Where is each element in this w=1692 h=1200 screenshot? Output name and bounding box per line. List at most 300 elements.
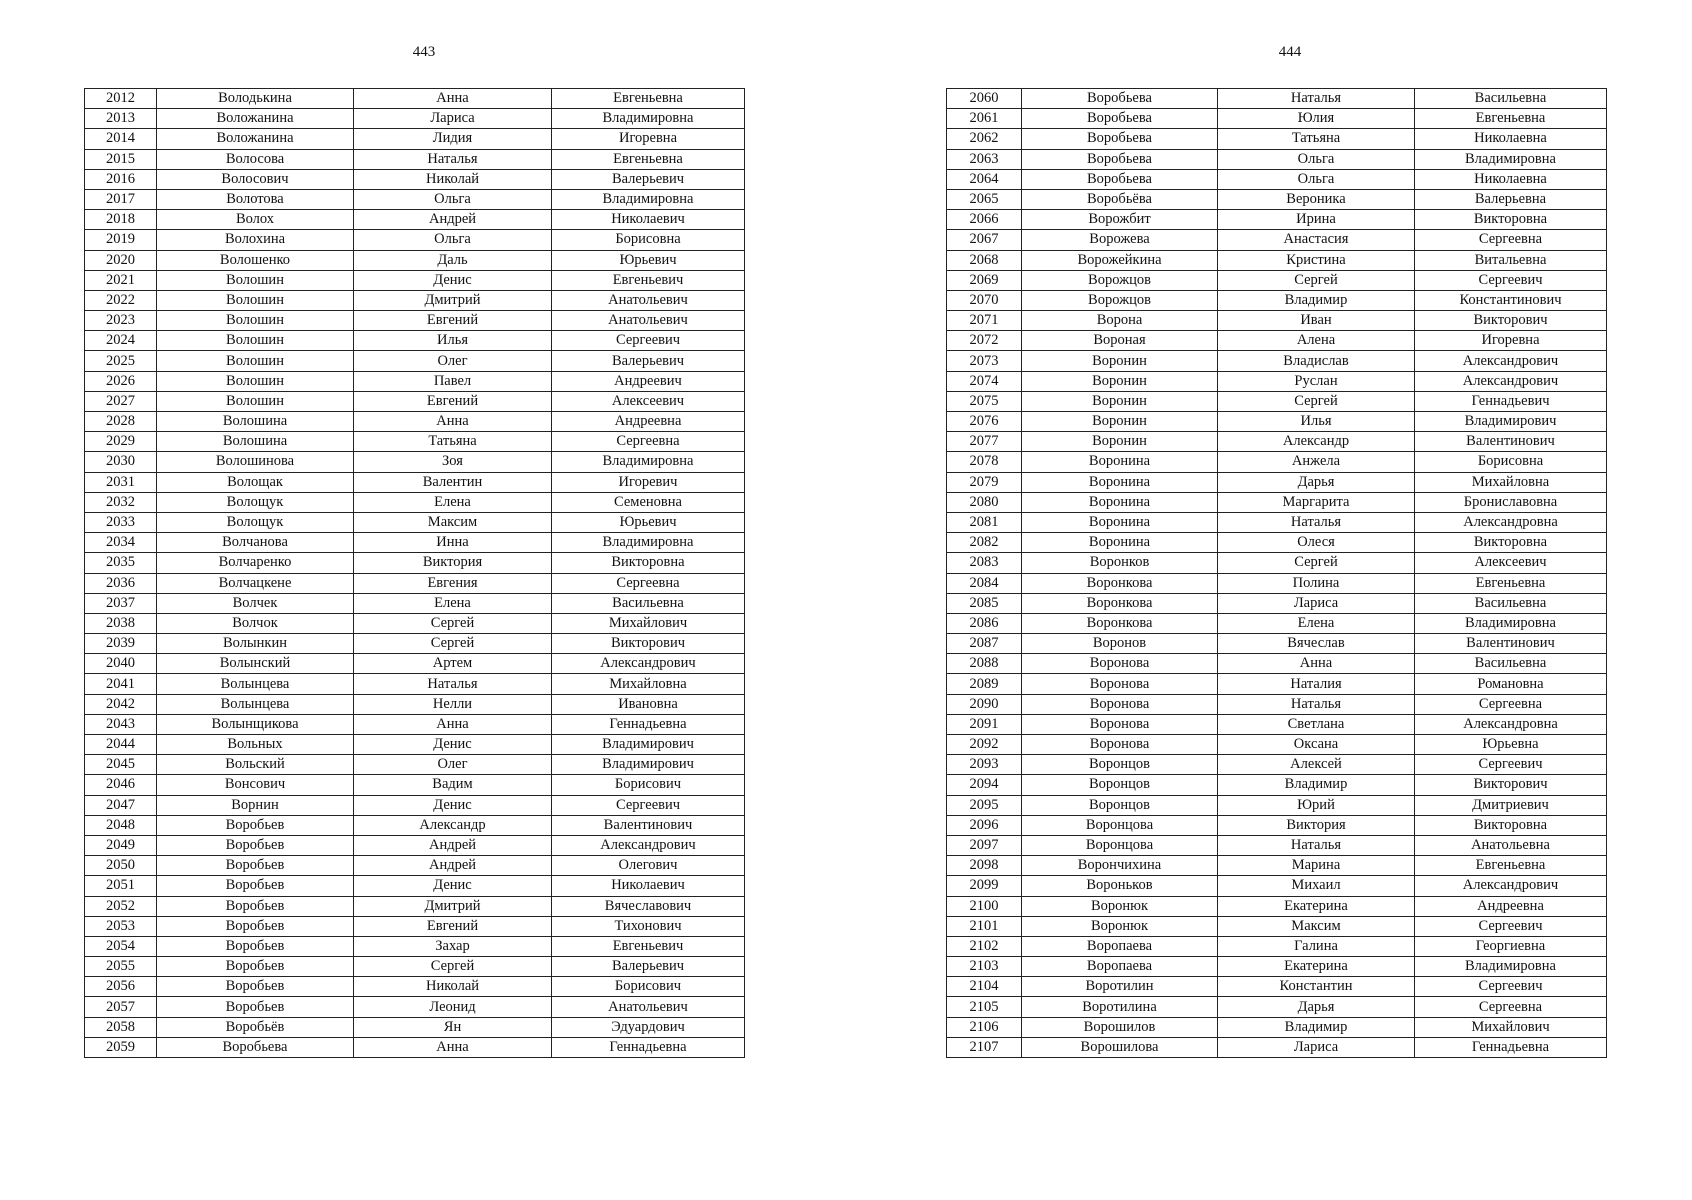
record-number-cell: 2024 <box>85 331 157 351</box>
record-number-cell: 2094 <box>947 775 1022 795</box>
table-row <box>947 957 1607 977</box>
first-name-cell: Зоя <box>354 452 552 472</box>
table-row <box>85 89 745 109</box>
surname-cell: Воронин <box>1022 351 1218 371</box>
surname-cell: Воронюк <box>1022 916 1218 936</box>
surname-cell: Вольский <box>157 755 354 775</box>
patronymic-cell: Михайловна <box>1415 472 1607 492</box>
table-row <box>947 654 1607 674</box>
table-row <box>85 613 745 633</box>
table-row <box>85 432 745 452</box>
patronymic-cell: Сергеевич <box>1415 916 1607 936</box>
surname-cell: Воротилина <box>1022 997 1218 1017</box>
surname-cell: Ворошилов <box>1022 1017 1218 1037</box>
patronymic-cell: Витальевна <box>1415 250 1607 270</box>
surname-cell: Воронина <box>1022 492 1218 512</box>
table-row <box>85 876 745 896</box>
record-number-cell: 2081 <box>947 512 1022 532</box>
first-name-cell: Кристина <box>1218 250 1415 270</box>
surname-cell: Волошин <box>157 290 354 310</box>
table-row <box>85 694 745 714</box>
record-number-cell: 2055 <box>85 957 157 977</box>
record-number-cell: 2044 <box>85 735 157 755</box>
table-row <box>947 129 1607 149</box>
patronymic-cell: Брониславовна <box>1415 492 1607 512</box>
record-number-cell: 2066 <box>947 210 1022 230</box>
table-row <box>947 755 1607 775</box>
record-number-cell: 2036 <box>85 573 157 593</box>
table-row <box>85 533 745 553</box>
table-row <box>85 351 745 371</box>
record-number-cell: 2065 <box>947 189 1022 209</box>
first-name-cell: Елена <box>354 492 552 512</box>
first-name-cell: Елена <box>354 593 552 613</box>
first-name-cell: Вадим <box>354 775 552 795</box>
table-row <box>947 916 1607 936</box>
first-name-cell: Владимир <box>1218 1017 1415 1037</box>
table-row <box>947 230 1607 250</box>
surname-cell: Ворнин <box>157 795 354 815</box>
first-name-cell: Евгений <box>354 916 552 936</box>
record-number-cell: 2097 <box>947 835 1022 855</box>
table-row <box>85 129 745 149</box>
first-name-cell: Анастасия <box>1218 230 1415 250</box>
table-row <box>85 1037 745 1057</box>
first-name-cell: Лариса <box>1218 1037 1415 1057</box>
surname-cell: Ворожева <box>1022 230 1218 250</box>
patronymic-cell: Борисовна <box>552 230 745 250</box>
first-name-cell: Сергей <box>354 957 552 977</box>
table-row <box>85 512 745 532</box>
record-number-cell: 2048 <box>85 815 157 835</box>
patronymic-cell: Андреевич <box>552 371 745 391</box>
table-row <box>947 351 1607 371</box>
first-name-cell: Дарья <box>1218 472 1415 492</box>
table-row <box>947 553 1607 573</box>
patronymic-cell: Владимирович <box>1415 412 1607 432</box>
table-row <box>85 472 745 492</box>
record-number-cell: 2013 <box>85 109 157 129</box>
record-number-cell: 2034 <box>85 533 157 553</box>
patronymic-cell: Сергеевич <box>1415 977 1607 997</box>
first-name-cell: Денис <box>354 270 552 290</box>
surname-cell: Воробьев <box>157 876 354 896</box>
record-number-cell: 2014 <box>85 129 157 149</box>
record-number-cell: 2033 <box>85 512 157 532</box>
record-number-cell: 2028 <box>85 412 157 432</box>
record-number-cell: 2078 <box>947 452 1022 472</box>
first-name-cell: Андрей <box>354 856 552 876</box>
record-number-cell: 2022 <box>85 290 157 310</box>
registry-table-right <box>946 88 1607 1058</box>
surname-cell: Володькина <box>157 89 354 109</box>
first-name-cell: Сергей <box>1218 391 1415 411</box>
surname-cell: Волчанова <box>157 533 354 553</box>
patronymic-cell: Александрович <box>1415 876 1607 896</box>
patronymic-cell: Николаевна <box>1415 129 1607 149</box>
record-number-cell: 2091 <box>947 714 1022 734</box>
table-row <box>947 674 1607 694</box>
first-name-cell: Дмитрий <box>354 290 552 310</box>
record-number-cell: 2077 <box>947 432 1022 452</box>
first-name-cell: Максим <box>1218 916 1415 936</box>
table-row <box>85 634 745 654</box>
first-name-cell: Ольга <box>1218 149 1415 169</box>
table-row <box>947 169 1607 189</box>
first-name-cell: Марина <box>1218 856 1415 876</box>
surname-cell: Волошин <box>157 311 354 331</box>
surname-cell: Воронина <box>1022 533 1218 553</box>
patronymic-cell: Николаевич <box>552 210 745 230</box>
patronymic-cell: Викторовна <box>1415 815 1607 835</box>
patronymic-cell: Геннадьевна <box>552 1037 745 1057</box>
table-row <box>85 1017 745 1037</box>
surname-cell: Воронкова <box>1022 613 1218 633</box>
record-number-cell: 2069 <box>947 270 1022 290</box>
record-number-cell: 2105 <box>947 997 1022 1017</box>
patronymic-cell: Юрьевич <box>552 512 745 532</box>
table-row <box>947 492 1607 512</box>
first-name-cell: Наталья <box>1218 835 1415 855</box>
patronymic-cell: Игоревна <box>552 129 745 149</box>
surname-cell: Волынщикова <box>157 714 354 734</box>
first-name-cell: Наталья <box>354 674 552 694</box>
record-number-cell: 2035 <box>85 553 157 573</box>
first-name-cell: Леонид <box>354 997 552 1017</box>
table-row <box>947 613 1607 633</box>
patronymic-cell: Александрович <box>1415 351 1607 371</box>
patronymic-cell: Анатольевич <box>552 290 745 310</box>
record-number-cell: 2083 <box>947 553 1022 573</box>
table-row <box>947 735 1607 755</box>
first-name-cell: Дарья <box>1218 997 1415 1017</box>
surname-cell: Воронин <box>1022 412 1218 432</box>
registry-table-body <box>947 89 1607 1058</box>
record-number-cell: 2052 <box>85 896 157 916</box>
surname-cell: Воронкова <box>1022 573 1218 593</box>
surname-cell: Волошина <box>157 412 354 432</box>
patronymic-cell: Евгеньевна <box>552 89 745 109</box>
record-number-cell: 2093 <box>947 755 1022 775</box>
patronymic-cell: Ивановна <box>552 694 745 714</box>
patronymic-cell: Викторовна <box>552 553 745 573</box>
record-number-cell: 2101 <box>947 916 1022 936</box>
record-number-cell: 2104 <box>947 977 1022 997</box>
surname-cell: Воложанина <box>157 109 354 129</box>
first-name-cell: Наталья <box>354 149 552 169</box>
surname-cell: Волынцева <box>157 694 354 714</box>
surname-cell: Волосович <box>157 169 354 189</box>
patronymic-cell: Тихонович <box>552 916 745 936</box>
patronymic-cell: Игоревна <box>1415 331 1607 351</box>
surname-cell: Волошина <box>157 432 354 452</box>
record-number-cell: 2050 <box>85 856 157 876</box>
first-name-cell: Наталья <box>1218 89 1415 109</box>
first-name-cell: Сергей <box>1218 553 1415 573</box>
table-row <box>85 856 745 876</box>
table-row <box>947 1037 1607 1057</box>
record-number-cell: 2080 <box>947 492 1022 512</box>
record-number-cell: 2019 <box>85 230 157 250</box>
surname-cell: Воронцов <box>1022 775 1218 795</box>
table-row <box>947 189 1607 209</box>
table-row <box>947 512 1607 532</box>
patronymic-cell: Михайловна <box>552 674 745 694</box>
table-row <box>947 815 1607 835</box>
surname-cell: Воропаева <box>1022 957 1218 977</box>
first-name-cell: Евгений <box>354 391 552 411</box>
patronymic-cell: Викторович <box>552 634 745 654</box>
surname-cell: Ворона <box>1022 311 1218 331</box>
patronymic-cell: Дмитриевич <box>1415 795 1607 815</box>
table-row <box>85 189 745 209</box>
patronymic-cell: Викторович <box>1415 775 1607 795</box>
record-number-cell: 2089 <box>947 674 1022 694</box>
patronymic-cell: Андреевна <box>1415 896 1607 916</box>
surname-cell: Воробьев <box>157 977 354 997</box>
first-name-cell: Виктория <box>1218 815 1415 835</box>
record-number-cell: 2051 <box>85 876 157 896</box>
first-name-cell: Александр <box>1218 432 1415 452</box>
patronymic-cell: Владимировна <box>1415 149 1607 169</box>
table-row <box>85 896 745 916</box>
patronymic-cell: Евгеньевич <box>552 270 745 290</box>
record-number-cell: 2084 <box>947 573 1022 593</box>
record-number-cell: 2060 <box>947 89 1022 109</box>
patronymic-cell: Владимировна <box>552 533 745 553</box>
patronymic-cell: Владимирович <box>552 735 745 755</box>
record-number-cell: 2040 <box>85 654 157 674</box>
record-number-cell: 2027 <box>85 391 157 411</box>
table-row <box>947 856 1607 876</box>
table-row <box>85 149 745 169</box>
first-name-cell: Светлана <box>1218 714 1415 734</box>
first-name-cell: Вячеслав <box>1218 634 1415 654</box>
table-row <box>85 371 745 391</box>
record-number-cell: 2092 <box>947 735 1022 755</box>
first-name-cell: Захар <box>354 936 552 956</box>
surname-cell: Волчаренко <box>157 553 354 573</box>
surname-cell: Ворожцов <box>1022 270 1218 290</box>
surname-cell: Воронина <box>1022 472 1218 492</box>
surname-cell: Воложанина <box>157 129 354 149</box>
table-row <box>947 714 1607 734</box>
surname-cell: Воронцов <box>1022 795 1218 815</box>
patronymic-cell: Юрьевна <box>1415 735 1607 755</box>
record-number-cell: 2087 <box>947 634 1022 654</box>
surname-cell: Воробьев <box>157 815 354 835</box>
surname-cell: Воронова <box>1022 654 1218 674</box>
patronymic-cell: Евгеньевна <box>1415 573 1607 593</box>
patronymic-cell: Сергеевич <box>552 795 745 815</box>
surname-cell: Волчацкене <box>157 573 354 593</box>
table-row <box>947 109 1607 129</box>
first-name-cell: Галина <box>1218 936 1415 956</box>
table-row <box>947 997 1607 1017</box>
surname-cell: Воробьев <box>157 936 354 956</box>
surname-cell: Воробьева <box>1022 169 1218 189</box>
record-number-cell: 2098 <box>947 856 1022 876</box>
surname-cell: Волошин <box>157 351 354 371</box>
record-number-cell: 2043 <box>85 714 157 734</box>
record-number-cell: 2074 <box>947 371 1022 391</box>
table-row <box>85 977 745 997</box>
surname-cell: Воробьёва <box>1022 189 1218 209</box>
first-name-cell: Николай <box>354 169 552 189</box>
table-row <box>85 997 745 1017</box>
table-row <box>947 472 1607 492</box>
table-row <box>85 250 745 270</box>
patronymic-cell: Сергеевна <box>1415 997 1607 1017</box>
surname-cell: Воробьев <box>157 835 354 855</box>
surname-cell: Воробьева <box>1022 89 1218 109</box>
registry-table-body <box>85 89 745 1058</box>
surname-cell: Воробьева <box>1022 109 1218 129</box>
first-name-cell: Олег <box>354 755 552 775</box>
table-row <box>85 230 745 250</box>
first-name-cell: Анна <box>1218 654 1415 674</box>
patronymic-cell: Борисович <box>552 977 745 997</box>
record-number-cell: 2026 <box>85 371 157 391</box>
table-row <box>85 654 745 674</box>
patronymic-cell: Борисовна <box>1415 452 1607 472</box>
record-number-cell: 2012 <box>85 89 157 109</box>
first-name-cell: Сергей <box>354 634 552 654</box>
patronymic-cell: Вячеславович <box>552 896 745 916</box>
record-number-cell: 2082 <box>947 533 1022 553</box>
table-row <box>85 311 745 331</box>
surname-cell: Волынцева <box>157 674 354 694</box>
patronymic-cell: Алексеевич <box>1415 553 1607 573</box>
patronymic-cell: Валентинович <box>552 815 745 835</box>
table-row <box>85 775 745 795</box>
table-row <box>85 573 745 593</box>
patronymic-cell: Викторович <box>1415 311 1607 331</box>
first-name-cell: Дмитрий <box>354 896 552 916</box>
table-row <box>947 290 1607 310</box>
surname-cell: Воротилин <box>1022 977 1218 997</box>
record-number-cell: 2021 <box>85 270 157 290</box>
table-row <box>85 290 745 310</box>
first-name-cell: Алена <box>1218 331 1415 351</box>
patronymic-cell: Валерьевич <box>552 957 745 977</box>
table-row <box>85 936 745 956</box>
patronymic-cell: Владимировна <box>1415 957 1607 977</box>
surname-cell: Ворошилова <box>1022 1037 1218 1057</box>
surname-cell: Волошенко <box>157 250 354 270</box>
record-number-cell: 2015 <box>85 149 157 169</box>
first-name-cell: Оксана <box>1218 735 1415 755</box>
record-number-cell: 2037 <box>85 593 157 613</box>
table-row <box>947 250 1607 270</box>
patronymic-cell: Романовна <box>1415 674 1607 694</box>
first-name-cell: Даль <box>354 250 552 270</box>
patronymic-cell: Владимировна <box>552 109 745 129</box>
surname-cell: Волошин <box>157 391 354 411</box>
patronymic-cell: Александрович <box>552 835 745 855</box>
patronymic-cell: Эдуардович <box>552 1017 745 1037</box>
first-name-cell: Татьяна <box>354 432 552 452</box>
record-number-cell: 2042 <box>85 694 157 714</box>
record-number-cell: 2057 <box>85 997 157 1017</box>
record-number-cell: 2071 <box>947 311 1022 331</box>
first-name-cell: Денис <box>354 735 552 755</box>
table-row <box>947 89 1607 109</box>
first-name-cell: Денис <box>354 876 552 896</box>
first-name-cell: Анжела <box>1218 452 1415 472</box>
patronymic-cell: Анатольевна <box>1415 835 1607 855</box>
surname-cell: Воронков <box>1022 553 1218 573</box>
table-row <box>947 412 1607 432</box>
surname-cell: Воронюк <box>1022 896 1218 916</box>
record-number-cell: 2088 <box>947 654 1022 674</box>
first-name-cell: Руслан <box>1218 371 1415 391</box>
table-row <box>85 169 745 189</box>
first-name-cell: Олеся <box>1218 533 1415 553</box>
first-name-cell: Ян <box>354 1017 552 1037</box>
record-number-cell: 2025 <box>85 351 157 371</box>
first-name-cell: Денис <box>354 795 552 815</box>
first-name-cell: Анна <box>354 714 552 734</box>
first-name-cell: Ирина <box>1218 210 1415 230</box>
first-name-cell: Наталия <box>1218 674 1415 694</box>
patronymic-cell: Константинович <box>1415 290 1607 310</box>
patronymic-cell: Александрович <box>1415 371 1607 391</box>
first-name-cell: Валентин <box>354 472 552 492</box>
first-name-cell: Лидия <box>354 129 552 149</box>
surname-cell: Воронина <box>1022 452 1218 472</box>
patronymic-cell: Владимирович <box>552 755 745 775</box>
patronymic-cell: Викторовна <box>1415 533 1607 553</box>
patronymic-cell: Валентинович <box>1415 634 1607 654</box>
first-name-cell: Илья <box>354 331 552 351</box>
first-name-cell: Ольга <box>1218 169 1415 189</box>
table-row <box>947 977 1607 997</box>
patronymic-cell: Михайлович <box>552 613 745 633</box>
first-name-cell: Андрей <box>354 210 552 230</box>
surname-cell: Воробьева <box>1022 149 1218 169</box>
record-number-cell: 2064 <box>947 169 1022 189</box>
surname-cell: Вороньков <box>1022 876 1218 896</box>
first-name-cell: Вероника <box>1218 189 1415 209</box>
surname-cell: Волох <box>157 210 354 230</box>
first-name-cell: Анна <box>354 1037 552 1057</box>
first-name-cell: Артем <box>354 654 552 674</box>
patronymic-cell: Михайлович <box>1415 1017 1607 1037</box>
surname-cell: Вороная <box>1022 331 1218 351</box>
table-row <box>85 916 745 936</box>
surname-cell: Волчок <box>157 613 354 633</box>
surname-cell: Воронцова <box>1022 835 1218 855</box>
surname-cell: Воронова <box>1022 674 1218 694</box>
surname-cell: Воронина <box>1022 512 1218 532</box>
record-number-cell: 2017 <box>85 189 157 209</box>
first-name-cell: Анна <box>354 412 552 432</box>
surname-cell: Воробьева <box>1022 129 1218 149</box>
surname-cell: Волохина <box>157 230 354 250</box>
surname-cell: Волынский <box>157 654 354 674</box>
record-number-cell: 2047 <box>85 795 157 815</box>
patronymic-cell: Александровна <box>1415 512 1607 532</box>
first-name-cell: Екатерина <box>1218 957 1415 977</box>
record-number-cell: 2049 <box>85 835 157 855</box>
patronymic-cell: Валерьевич <box>552 169 745 189</box>
first-name-cell: Максим <box>354 512 552 532</box>
record-number-cell: 2054 <box>85 936 157 956</box>
record-number-cell: 2023 <box>85 311 157 331</box>
table-row <box>85 755 745 775</box>
patronymic-cell: Евгеньевна <box>552 149 745 169</box>
